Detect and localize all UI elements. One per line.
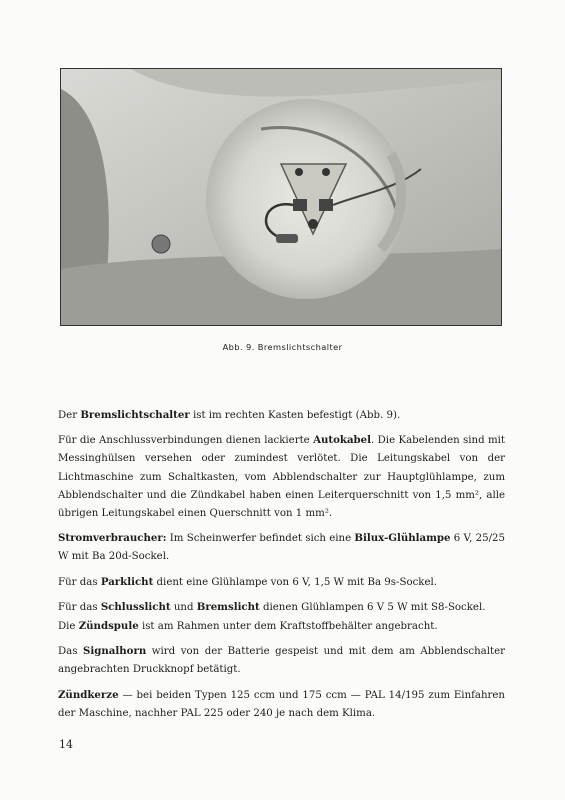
bold-term: Zündkerze: [58, 688, 119, 701]
text-run: 6 V, 25/25 W mit Ba 20d-Sockel.: [58, 533, 505, 563]
bold-term: Bilux-Glühlampe: [354, 532, 451, 545]
paragraph: [58, 686, 505, 723]
text-run: ist am Rahmen unter dem Kraftstoffbehälter angebracht.: [138, 621, 438, 633]
paragraph: [58, 529, 505, 566]
text-run: Für das: [58, 601, 101, 613]
bold-term: Signalhorn: [83, 645, 147, 658]
text-run: — bei beiden Typen 125 ccm und 175 ccm — PAL 14/195 zum Einfahren der Maschine, nachher PAL 225 oder 240 je nach dem Klima.: [58, 689, 505, 719]
bold-term: Zündspule: [78, 620, 139, 633]
text-run: . Die Kabelenden sind mit Messinghülsen versehen oder zumindest verlötet. Die Leitungskabel von der Lichtmaschine zum Schaltkasten, vom Abblendschalter zur Hauptglühlampe, zum Abblendschalter und die Zündkabel haben einen Leiterquerschnitt von 1,5 mm², alle übrigen Leitungskabel einen Querschnitt von 1 mm².: [58, 435, 505, 520]
bold-term: Bremslicht: [196, 600, 260, 613]
paragraph: [58, 598, 505, 617]
text-run: ist im rechten Kasten befestigt (Abb. 9).: [189, 410, 401, 421]
bold-term: Schlusslicht: [100, 600, 171, 613]
paragraph: [58, 573, 505, 592]
paragraph: [58, 431, 505, 523]
text-run: dient eine Glühlampe von 6 V, 1,5 W mit Ba 9s-Sockel.: [153, 576, 437, 588]
paragraph: [58, 642, 505, 679]
paragraph: [58, 617, 505, 636]
text-run: Für das: [58, 576, 101, 588]
text-run: dienen Glühlampen 6 V 5 W mit S8-Sockel.: [259, 601, 486, 613]
text-run: Der: [58, 410, 81, 421]
text-run: Die: [58, 621, 79, 633]
text-run: Das: [58, 646, 84, 658]
bold-term: Parklicht: [100, 575, 154, 588]
text-run: und: [170, 601, 197, 613]
body-text: [58, 406, 505, 729]
brake-light-switch-photo: [61, 69, 501, 325]
text-run: Im Scheinwerfer befindet sich eine: [166, 533, 355, 545]
paragraph: [58, 406, 505, 425]
figure-caption: Abb. 9. Bremslichtschalter: [222, 342, 343, 352]
text-run: Für die Anschlussverbindungen dienen lackierte: [58, 435, 314, 447]
text-run: wird von der Batterie gespeist und mit dem am Abblendschalter angebrachten Druckknopf betätigt.: [58, 646, 506, 676]
bold-term: Autokabel: [313, 434, 372, 447]
bold-term: Bremslichtschalter: [80, 409, 190, 421]
page-number: 14: [59, 738, 73, 751]
bold-term: Stromverbraucher:: [58, 532, 167, 545]
figure-photo: [60, 68, 502, 326]
